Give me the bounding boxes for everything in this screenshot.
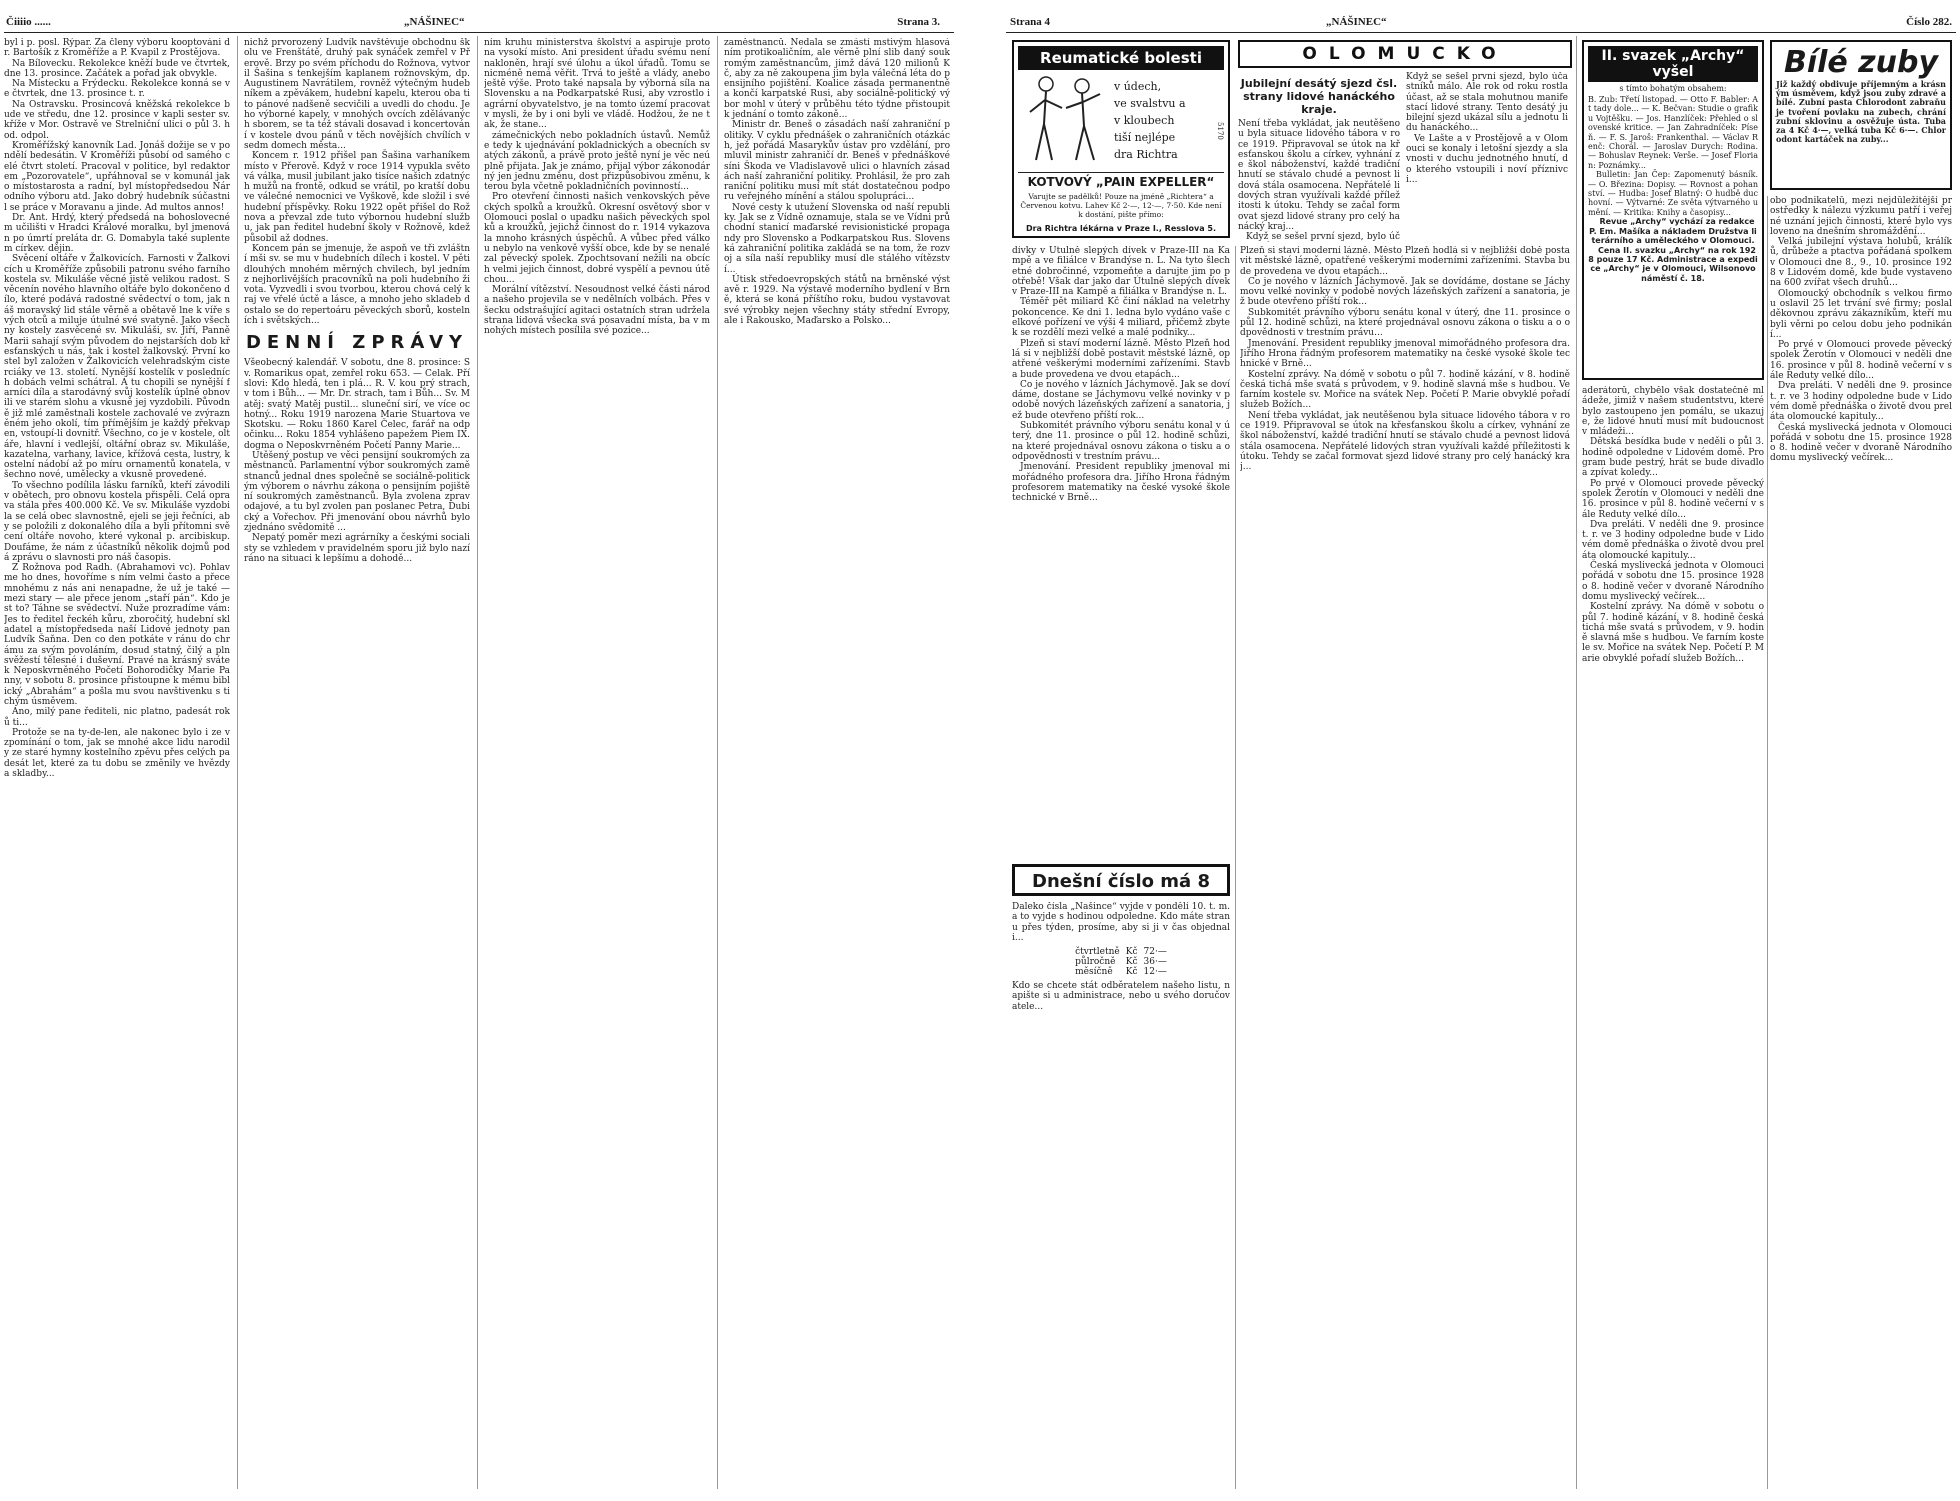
price-row [1072, 967, 1170, 977]
right-header-title: „NÁŠINEC“ [1326, 16, 1387, 28]
article-paragraph: Olomoucký obchodník s velkou firmou oslavil 25 let trvání své firmy; poslal děkovnou zprávu zákazníkům, kteří mu byli věrni po celou dobu jeho podnikání... [1770, 288, 1952, 340]
price-period: měsíčně [1075, 967, 1113, 978]
right-column-4 [1770, 196, 1952, 1489]
archy-price: Cena II. svazku „Archy“ na rok 1928 pouze 17 Kč. Administrace a expedice „Archy“ je v Olomouci, Wilsonovo náměstí č. 18. [1588, 245, 1758, 283]
price-amount: 72·— [1143, 947, 1167, 958]
column-rule [477, 36, 478, 1489]
article-paragraph: zaměstnanců. Nedala se zmástí mstivým hlasováním protikoaličním, ale věrně plní slib daný soukromým zaměstnancům, jimž dává 120 milionů Kč, aby za ně zakoupena jim byla válečná léta do pensijního pojištění. Koalice zásada permanentně a končí karpatské Rusi, aby sociálně-politický výbor mohl v úterý v průběhu této týdne přistoupit k jednání o tomto zákoně... [724, 38, 950, 121]
olomoucko-section-title: OLOMUCKO [1238, 40, 1572, 68]
article-paragraph: nichž prvorozený Ludvík navštěvuje obchodnu školu ve Frenštátě, druhý pak synáček zemřel v Přerově. Brzy po svém příchodu do Rožnova, vytvoril Šašina s tenkejším kaplanem rožnovským, dp. Augustinem Navrátilem, rovněž výtečným hudebníkem a zpěvákem, hudební kapelu, kterou oba tito pánové nadšeně secvičili a uvedli do chodu. Jeho výborné kapely, v mnohých ovcích zdělávaných sborem, se ta též stávali dosavad i koncertování v kostele dvou pánů v těch novějších chvílích v sedm domech města... [244, 38, 470, 151]
article-paragraph: aderátorů, chybělo však dostatečně mládeže, jimiž v našem studentstvu, které bylo zastoupeno jen pomálu, se ukazuje, že lidové hnutí musí mít budoucnost v mládeži... [1582, 386, 1764, 438]
article-paragraph: Co je nového v lázních Jáchymově. Jak se dovídáme, dostane se Jáchymovu velké novinky v podobě nových lázeňských zařízení a sanatoria, jež bude otevřeno příští rok... [1240, 276, 1570, 308]
rheumatism-advertisement [1012, 40, 1230, 238]
archy-subtitle: s tímto bohatým obsahem: [1619, 84, 1727, 93]
figures-illustration-icon [1022, 72, 1106, 164]
price-period: čtvrtletně [1075, 947, 1120, 958]
article-paragraph: byl i p. posl. Rýpar. Za členy výboru kooptováni dr. Bartošík z Kroměříže a P. Kvapil z Prostějova. [4, 38, 230, 59]
article-paragraph: Plzeň si staví moderní lázně. Město Plzeň hodlá si v nejbližší době postavit městské lázně, opatřené veškerými moderními zařízeními. Stavba bude provedena ve dvou etapách... [1012, 338, 1230, 380]
article-paragraph: Na Místecku a Frýdecku. Rekolekce konná se ve čtvrtek, dne 13. prosince t. r. [4, 79, 230, 100]
white-teeth-title: Bílé zuby [1783, 45, 1939, 80]
ad-side-number: 5170 [1216, 122, 1224, 140]
article-paragraph: obo podnikatelů, mezi nejdůležitější prostředky k nálezu výzkumu patří i veřejné uznání jejich činnosti, které bylo vysloveno na dnešním shromáždění... [1770, 196, 1952, 237]
left-page [4, 14, 954, 1489]
olomoucko-subheading: Jubilejní desátý sjezd čsl. strany lidové hanáckého kraje. [1240, 77, 1398, 116]
article-paragraph: Morální vítězství. Nesoudnost velké části národa našeho projevila se v nedělních volbách. Přes všecku odstrašující agitaci ostatních stran udržela strana lidová všecka svá posavadní místa, ba v mnohých místech posílila své pozice... [484, 285, 710, 337]
column-rule [1576, 36, 1577, 1489]
ad-line: v údech, [1114, 80, 1162, 93]
article-paragraph: Kdo se chcete stát odběratelem našeho listu, napište si u administrace, nebo u svého doručovatele... [1012, 981, 1230, 1012]
right-running-head [1006, 14, 1956, 33]
archy-contents: Bulletin: Jan Čep: Zapomenutý básník. — O. Březina: Dopisy. — Rovnost a pohanství. — Hudba: Josef Blatný: O hudbě duchovní. — Výtvarné: Ze světa výtvarného umění. — Kritika: Knihy a časopisy... [1588, 170, 1758, 217]
column-rule [1767, 196, 1768, 1489]
issue-info-column [1012, 902, 1230, 1482]
article-paragraph: Utěšený postup ve věci pensijní soukromých zaměstnanců. Parlamentní výbor soukromých zaměstnanců jednal dnes společně se sociálně-politickým výborem o návrhu zákona o pensijním pojištění soukromých zaměstnanců. Byla zvolena zpravodajové, a tu byl zvolen pan poslanec Petra, Dubický a Vořechov. Při jmenování obou návrhů bylo zjednáno svědomitě ... [244, 450, 470, 534]
price-currency: Kč [1125, 967, 1138, 978]
right-page [1006, 14, 1956, 1489]
article-paragraph: Ano, milý pane řediteli, nic platno, padesát roků ti... [4, 707, 230, 728]
issue-pages-box [1012, 864, 1230, 896]
article-paragraph: Není třeba vykládat, jak neutěšenou byla situace lidového tábora v roce 1919. Připravoval se útok na křesťanskou školu a církev, vyhnání ze škol náboženství, každé tradiční hnutí se stávalo chudé a pevnost lidová stála osamocena. Nepřátelé lidových stran využívali každé příležitosti k útoku. Tehdy se začal formovat sjezd lidové strany pro celý hanácký kraj... [1240, 410, 1570, 473]
price-currency: Kč [1125, 957, 1138, 968]
olomoucko-column-b [1406, 72, 1568, 242]
article-paragraph: Na Ostravsku. Prosincová kněžská rekolekce bude ve středu, dne 12. prosince v kapli sester sv. kříže v Mor. Ostravě ve Strelniční ulici o půl 3. hod. odpol. [4, 99, 230, 141]
article-paragraph: Dva preláti. V neděli dne 9. prosince t. r. ve 3 hodiny odpoledne bude v Lidovém domě přednáška o životě dvou preláta olomoucké kapituly... [1582, 519, 1764, 561]
article-paragraph: Česká myslivecká jednota v Olomouci pořádá v sobotu dne 15. prosince 1928 o 8. hodině večer v dvoraně Národního domu myslivecký večírek... [1582, 561, 1764, 602]
article-paragraph: Nové cesty k utužení Slovenska od naší republiky. Jak se z Vídně oznamuje, stala se ve Vídni průchodní stanicí maďarské revisionistické propagandy pro Slovensko a Podkarpatskou Rus. Slovenská zahraniční politika zakládá se na tom, že rozvoj a síla naší republiky musí dle stálého vítězství... [724, 202, 950, 275]
ad-line: dra Richtra [1114, 148, 1178, 161]
article-paragraph: Na Bílovecku. Rekolekce kněží bude ve čtvrtek, dne 13. prosince. Začátek a pořad jak obvykle. [4, 58, 230, 79]
article-paragraph: Subkomitét právního výboru senátu konal v úterý, dne 11. prosince o půl 12. hodině schůzi, na které projednával osnovu zákona o tisku a o odpovědnosti v trestním právu... [1012, 421, 1230, 462]
article-paragraph: Když se sešel první sjezd, bylo účastníků málo. Ale rok od roku rostla účast, až se stala mohutnou manifestací lidové strany. Tento desátý jubilejní sjezd ukázal sílu a jednotu lidu hanáckého... [1406, 72, 1568, 134]
left-column-4 [724, 38, 950, 1489]
left-header-title: „NÁŠINEC“ [404, 16, 465, 28]
ad-title: Reumatické bolesti [1018, 46, 1224, 70]
white-teeth-text: Již každý obdivuje příjemným a krásným úsměvem, když jsou zuby zdravé a bílé. Zubní pasta Chlorodont zabraňuje tvoření povlaku na zubech, chrání zubní sklovinu a osvěžuje ústa. Tuba za 4 Kč 4·—, velká tuba Kč 6·—. Chlorodont kartáček na zuby... [1776, 79, 1946, 145]
article-paragraph: Kostelní zprávy. Na dómě v sobotu o půl 7. hodině kázání, v 8. hodině česká tichá mše svatá s průvodem, v 9. hodině slavná mše s hudbou. Ve farním kostele sv. Mořice na svátek Nep. Početí P. Marie obvyklé pořadí služeb Božích... [1240, 369, 1570, 411]
article-paragraph: Ve Lašte a v Prostějově a v Olomouci se konaly i letošní sjezdy a slavnosti v duchu jednotného hnutí, do kterého vstoupili i noví příznivci... [1406, 133, 1568, 185]
article-paragraph: Ministr dr. Beneš o zásadách naší zahraniční politiky. V cyklu přednášek o zahraničních otázkách, jež pořádá Masarykův ústav pro vzdělání, promluvil ministr zahraničí dr. Beneš v přednáškové síni Škoda ve Vladislavově ulici o hlavních zásadách naší zahraniční politiky. Prohlásil, že pro zahraniční politiku musí mít stát dostatečnou podporu veřejného mínění a stálou spolupráci... [724, 120, 950, 203]
article-paragraph: Co je nového v lázních Jáchymově. Jak se dovídáme, dostane se Jáchymovu velké novinky v podobě nových lázeňských zařízení a sanatoria, jež bude otevřeno příští rok... [1012, 379, 1230, 421]
article-paragraph: Dva preláti. V neděli dne 9. prosince t. r. ve 3 hodiny odpoledne bude v Lidovém domě přednáška o životě dvou preláta olomoucké kapituly... [1770, 381, 1952, 423]
article-paragraph: Plzeň si staví moderní lázně. Město Plzeň hodlá si v nejbližší době postavit městské lázně, opatřené veškerými moderními zařízeními. Stavba bude provedena ve dvou etapách... [1240, 246, 1570, 277]
price-row [1072, 957, 1170, 967]
ad-small-print: Varujte se padělků! Pouze na jméně „Richtera“ a Červenou kotvu. Lahev Kč 2·—, 12·—, 7·50. Kde není k dostání, pište přímo: [1020, 192, 1222, 219]
article-paragraph: Útisk středoevropských států na brněnské výstavě r. 1929. Na výstavě moderního bydlení v Brně, která se koná příštího roku, budou vystavovat své výrobky nejen všechny státy střední Evropy, ale i Rakousko, Maďarsko a Polsko... [724, 274, 950, 327]
left-header-page: Strana 3. [897, 16, 940, 28]
article-paragraph: Po prvé v Olomouci provede pěvecký spolek Žerotín v Olomouci v neděli dne 16. prosince v půl 8. hodině večerní v sále Reduty velké dílo... [1770, 340, 1952, 382]
left-column-2 [244, 38, 470, 1489]
olomoucko-column-1 [1012, 246, 1230, 856]
right-column-3 [1582, 386, 1764, 1489]
left-column-3 [484, 38, 710, 1489]
olomoucko-column-2 [1240, 246, 1570, 1489]
article-paragraph: Koncem r. 1912 přišel pan Šašina varhaníkem místo v Přerově. Když v roce 1914 vypukla světová válka, musil jubilant jako tisíce našich zdatných mužů na frontě, odkud se vrátil, po kratší dobu ve válečné nemocnici ve Vyškově, kde složil i své hudební příspěvky. Roku 1922 opět přišel do Rožnova a převzal zde tuto výbornou hudební službu, jak pan ředitel hudební školy v Rožnově, kdež působil až dodnes. [244, 151, 470, 244]
price-row [1072, 947, 1170, 957]
archy-contents: B. Zub: Třetí listopad. — Otto F. Babler: At tady dole... — K. Bečvan: Studie o grafiku Vojtěšku. — Jos. Hanzlíček: Přehled o slovenské kritice. — Jan Zahradníček: Píseň. — F. S. Jaroš: Frankenthal. — Václav Renč: Chorál. — Jaroslav Durych: Rodina. — Bohuslav Reynek: Verše. — Josef Florian: Poznámky... [1588, 95, 1758, 170]
section-heading-daily-news: DENNÍ ZPRÁVY [245, 332, 469, 354]
left-column-1 [4, 38, 230, 1489]
archy-announcement-box [1582, 40, 1764, 380]
ad-brand: KOTVOVÝ „PAIN EXPELLER“ [1018, 172, 1224, 189]
price-amount: 36·— [1143, 957, 1167, 968]
article-paragraph: Koncem pán se jmenuje, že aspoň ve tři zvláštní mši sv. se mu v hudebních dílech i kostel. V pěti dlouhých mnohém měrných chvilech, byl jedním z nejhorlivějších pracovníků na poli hudebního života. Vyzvedli i svou tvorbou, kterou chová celý kraj ve vřelé úctě a lásce, a mnoho jeho skladeb dostalo se do repertoáru pěveckých sborů, kostelních i světských... [244, 243, 470, 327]
ad-line: v kloubech [1114, 114, 1175, 127]
article-paragraph: Dětská besídka bude v neděli o půl 3. hodině odpoledne v Lidovém domě. Program bude pestrý, hrát se bude divadlo a zpívat koledy... [1582, 437, 1764, 479]
article-paragraph: zámečnických nebo pokladních ústavů. Nemůže tedy k ujednávání pokladnických a obecních svatých zákonů, a právě proto ještě nyní je věc neúplně přijata. Jak je známo, přijal výbor zákonodárný jen jednu změnu, dost přizpůsobivou změnu, kterou byla včetně pokladničních povinností... [484, 130, 710, 193]
right-header-left: Strana 4 [1010, 16, 1051, 28]
article-paragraph: Česká myslivecká jednota v Olomouci pořádá v sobotu dne 15. prosince 1928 o 8. hodině večer v dvoraně Národního domu myslivecký večírek... [1770, 422, 1952, 464]
article-paragraph: Svěcení oltáře v Žalkovicích. Farnosti v Žalkovicích u Kroměříže způsobili patronu svého farního kostela sv. Mikuláše věcné jistě velikou radost. Svěcenín nového hlavního oltáře bylo dokončeno dílo, které podává radostné svědectví o tom, jak náš moravský lid stále věrně a obětavě lne k víře svých otců a miluje útulné své svatyně. Jako všechny kostely zasvěcené sv. Mikuláši, sv. Jiří, Panně Marii sahají svým původem do nejstarších dob křesťanských u nás, tak i kostel žalkovský. První kostel byl založen v Žalkovicích velehradským cisterciáky ve 13. století. Nynější kostelík v posledních dobách velmi schátral. A tu chopili se nynější farníci díla a starodávný svůj kostelík úplně obnovili ve starém slohu a vkusně jej vyzdobili. Původně již mlé zaměstnali kostele zachovalé ve zvýrazněném jeho okolí, tím přímějším je každý překvapen, vstoupí-li dovnitř. Všechno, co je v kostele, oltáře, hlavní i vedlejší, oltářní obraz sv. Mikuláše, kazatelna, varhany, lavice, křížová cesta, lustry, kostelní nádobí až po míru ornamentů konatela, všechno nové, umělecky a vkusně provedené. [4, 254, 230, 481]
olomoucko-column-a [1238, 72, 1400, 242]
issue-pages-title: Dnešní číslo má 8 [1032, 871, 1210, 892]
article-paragraph: Kroměřížský kanovník Lad. Jonáš dožije se v pondělí bedesátin. V Kroměříži působí od samého celé čtvrt století. Pracoval v politice, byl redaktorem „Pozorovatele“, upřáhnoval se v komunál jako místostarosta a radní, byl místopředsedou Národního výboru atd. Jako dobrý hudebník súčastnil se práce v Moravanu a jinde. Ad multos annos! [4, 140, 230, 213]
article-paragraph: Daleko čísla „Našince“ vyjde v pondělí 10. t. m. a to vyjde s hodinou odpoledne. Kdo máte stranu přes týden, prosíme, aby si ji v čas objednali... [1012, 902, 1230, 943]
archy-title: II. svazek „Archy“ vyšel [1588, 46, 1758, 82]
ad-footer: Dra Richtra lékárna v Praze I., Resslova 5. [1025, 224, 1217, 233]
article-paragraph: Subkomitét právního výboru senátu konal v úterý, dne 11. prosince o půl 12. hodině schůzi, na které projednával osnovu zákona o tisku a o odpovědnosti v trestním právu... [1240, 307, 1570, 339]
article-paragraph: Z Rožnova pod Radh. (Abrahamovi vc). Pohlavme ho dnes, hovoříme s ním velmi často a přece mnohému z nás ani nenapadne, že už je také — mezi stary — ale přece jenom „staří pán“. Kdo jest to? Táhne se svědectví. Nuže prozradíme vám: Jes to ředitel řeckéh kůru, zboročitý, hudební skladatel a místopředseda naší Lidové jednoty pan Ludvík Šaňna. Den co den potkáte v ránu do chrámu za svým povoláním, dosud statný, čilý a pln svěžestí tělesné i duševní. Pravé na krásný svátek Neposkvrněného Početí Bohorodičky Marie Panny, v sobotu 8. prosince přistoupne k mému biblický „Abrahám“ a pošla mu svou navštivenku s tichým úsměvem. [4, 563, 230, 707]
white-teeth-advertisement [1770, 40, 1952, 190]
subscription-price-table [1072, 947, 1170, 977]
price-amount: 12·— [1143, 967, 1167, 978]
article-paragraph: Pro otevření činnosti našich venkovských pěveckých spolků a kroužků. Okresní osvětový sbor v Olomouci poslal o upadku našich pěveckých spolků a kroužků, jejichž činnost do r. 1914 vykazovala mnoho krásných úspěchů. A vůbec před válkou nebylo na venkově vyšší obce, kde by se nenalézal pěvecký spolek. Zpochtsovaní nežili na obcích velmi jejich činnost, dobré vyspělí a pevnou útěchou... [484, 192, 710, 285]
article-paragraph: To všechno podílila lásku farníků, kteří závodili v obětech, pro obnovu kostela přispěli. Celá oprava stála přes 400.000 Kč. Ve sv. Mikuláše vyzdobila se celá obec slavnostně, ejeli se jeji řečníci, aby se položili z dokonalého díla a byli přítomni svěcení oltáře novoho, které vykonal p. arcibiskup. Doufáme, že nám z účastníků několik dojmů podá zprávu o slavnosti pro náš časopis. [4, 480, 230, 563]
article-paragraph: Není třeba vykládat, jak neutěšenou byla situace lidového tábora v roce 1919. Připravoval se útok na křesťanskou školu a církev, vyhnání ze škol náboženství, každé tradiční hnutí se stávalo chudé a pevnost lidová stála osamocena. Nepřátelé lidových stran využívali každé příležitosti k útoku. Tehdy se začal formovat sjezd lidové strany pro celý hanácký kraj... [1238, 119, 1400, 232]
right-header-number: Číslo 282. [1906, 16, 1952, 28]
article-paragraph: ním kruhu ministerstva školství a aspiruje proto na vysokí místo. Ani president úřadu svému není nakloněn, hrají své úlohu a úkol úřadů. Tomu se nicméně nemá věřit. Trvá to ještě a vlády, anebo ještě výše. Proto také napsala by výborná síla na Slovensku a na Podkarpatské Rusi, aby vzrostlo i agrární obyvatelstvo, je na tomto území pracovat v mysli, že by i oni byli ve vládě. Hodžou, že ne tak, že stane... [484, 38, 710, 131]
ad-line: ve svalstvu a [1114, 97, 1186, 110]
column-rule [717, 36, 718, 1489]
ad-lines [1114, 78, 1210, 163]
article-paragraph: Velká jubilejní výstava holubů, králíků, drůbeže a ptactva pořádaná spolkem v Olomouci dne 8., 9., 10. prosince 1928 v Lidovém domě, kde bude vystaveno na 600 zvířat všech druhů... [1770, 237, 1952, 289]
article-paragraph: Kostelní zprávy. Na dómě v sobotu o půl 7. hodině kázání, v 8. hodině česká tichá mše svatá s průvodem, v 9. hodině slavná mše s hudbou. Ve farním kostele sv. Mořice na svátek Nep. Početí P. Marie obvyklé pořadí služeb Božích... [1582, 602, 1764, 664]
archy-publisher: Revue „Archy“ vychází za redakce P. Em. Mašíka a nákladem Družstva literárního a uměleckého v Olomouci. [1589, 217, 1757, 246]
article-paragraph: Když se sešel první sjezd, bylo úč [1246, 232, 1400, 242]
price-period: půlročně [1075, 957, 1116, 968]
article-paragraph: Téměř pět miliard Kč činí náklad na veletrhy pokoncence. Ke dni 1. ledna bylo vydáno vaše celkové pořízení ve výši 4 miliard, přičemž zbytek se rozdělí mezi velké a malé podniky... [1012, 297, 1230, 339]
article-paragraph: Nepatý poměr mezi agrárníky a českými socialisty se vzhledem v pravidelném sporu již bylo nazíráno na situaci k lepšímu a dohodě... [244, 533, 470, 564]
article-paragraph: Všeobecný kalendář. V sobotu, dne 8. prosince: Sv. Romarikus opat, zemřel roku 653. — Celak. Příslovi: Kdo hledá, ten i plá... R. V. kou prý strach, v tom i Bůh... — Mr. Dr. strach, tam i Bůh... Sv. Matěj: svatý Matěj pustil... sluneční sirí, ve více ochotný... Roku 1919 narozena Marie Stuartova ve Skotsku. — Roku 1860 Karel Čelec, farář na odpočinku... Roku 1854 vyhlášeno papežem Piem IX. dogma o Neposkvrněném Početí Panny Marie... [244, 358, 470, 451]
left-header-left: Čiiiio ...... [6, 16, 51, 28]
article-paragraph: Jmenování. President republiky jmenoval mimořádného profesora dra. Jiřího Hrona řádným profesorem matematiky na české vysoké škole technické v Brně... [1012, 462, 1230, 504]
article-paragraph: dívky v Utulně slepých dívek v Praze-III na Kampě a ve filiálce v Brandýse n. L. Na tyto šlechetné dobročinné, vzpomeňte a darujte jim po potřebě! Však dar jako dar Útulně slepých dívek v Praze-III na Kampě a filiálka v Brandýse n. L. [1012, 246, 1230, 298]
column-rule [1235, 246, 1236, 1489]
article-paragraph: Po prvé v Olomouci provede pěvecký spolek Žerotín v Olomouci v neděli dne 16. prosince v půl 8. hodině večerní v sále Reduty velké dílo... [1582, 478, 1764, 520]
price-currency: Kč [1125, 947, 1138, 958]
left-running-head [4, 14, 954, 33]
article-paragraph: Jmenování. President republiky jmenoval mimořádného profesora dra. Jiřího Hrona řádným profesorem matematiky na české vysoké škole technické v Brně... [1240, 338, 1570, 370]
ad-line: tiší nejlépe [1114, 131, 1176, 144]
article-paragraph: Dr. Ant. Hrdý, který předsedá na bohoslovecném učilišti v Hradci Králové moralku, byl jmenován po úmrtí preláta dr. G. Domabyla také suplentem církev. dějin. [4, 213, 230, 254]
article-paragraph: Protože se na ty-de-len, ale nakonec bylo i ze vzpomínání o tom, jak se mnohé akce lidu narodily ze staré hymny kostelního zpěvu přes celých padesát let, které za tu dobu se změnily ve hvězdy a skladby... [4, 727, 230, 780]
column-rule [237, 36, 238, 1489]
